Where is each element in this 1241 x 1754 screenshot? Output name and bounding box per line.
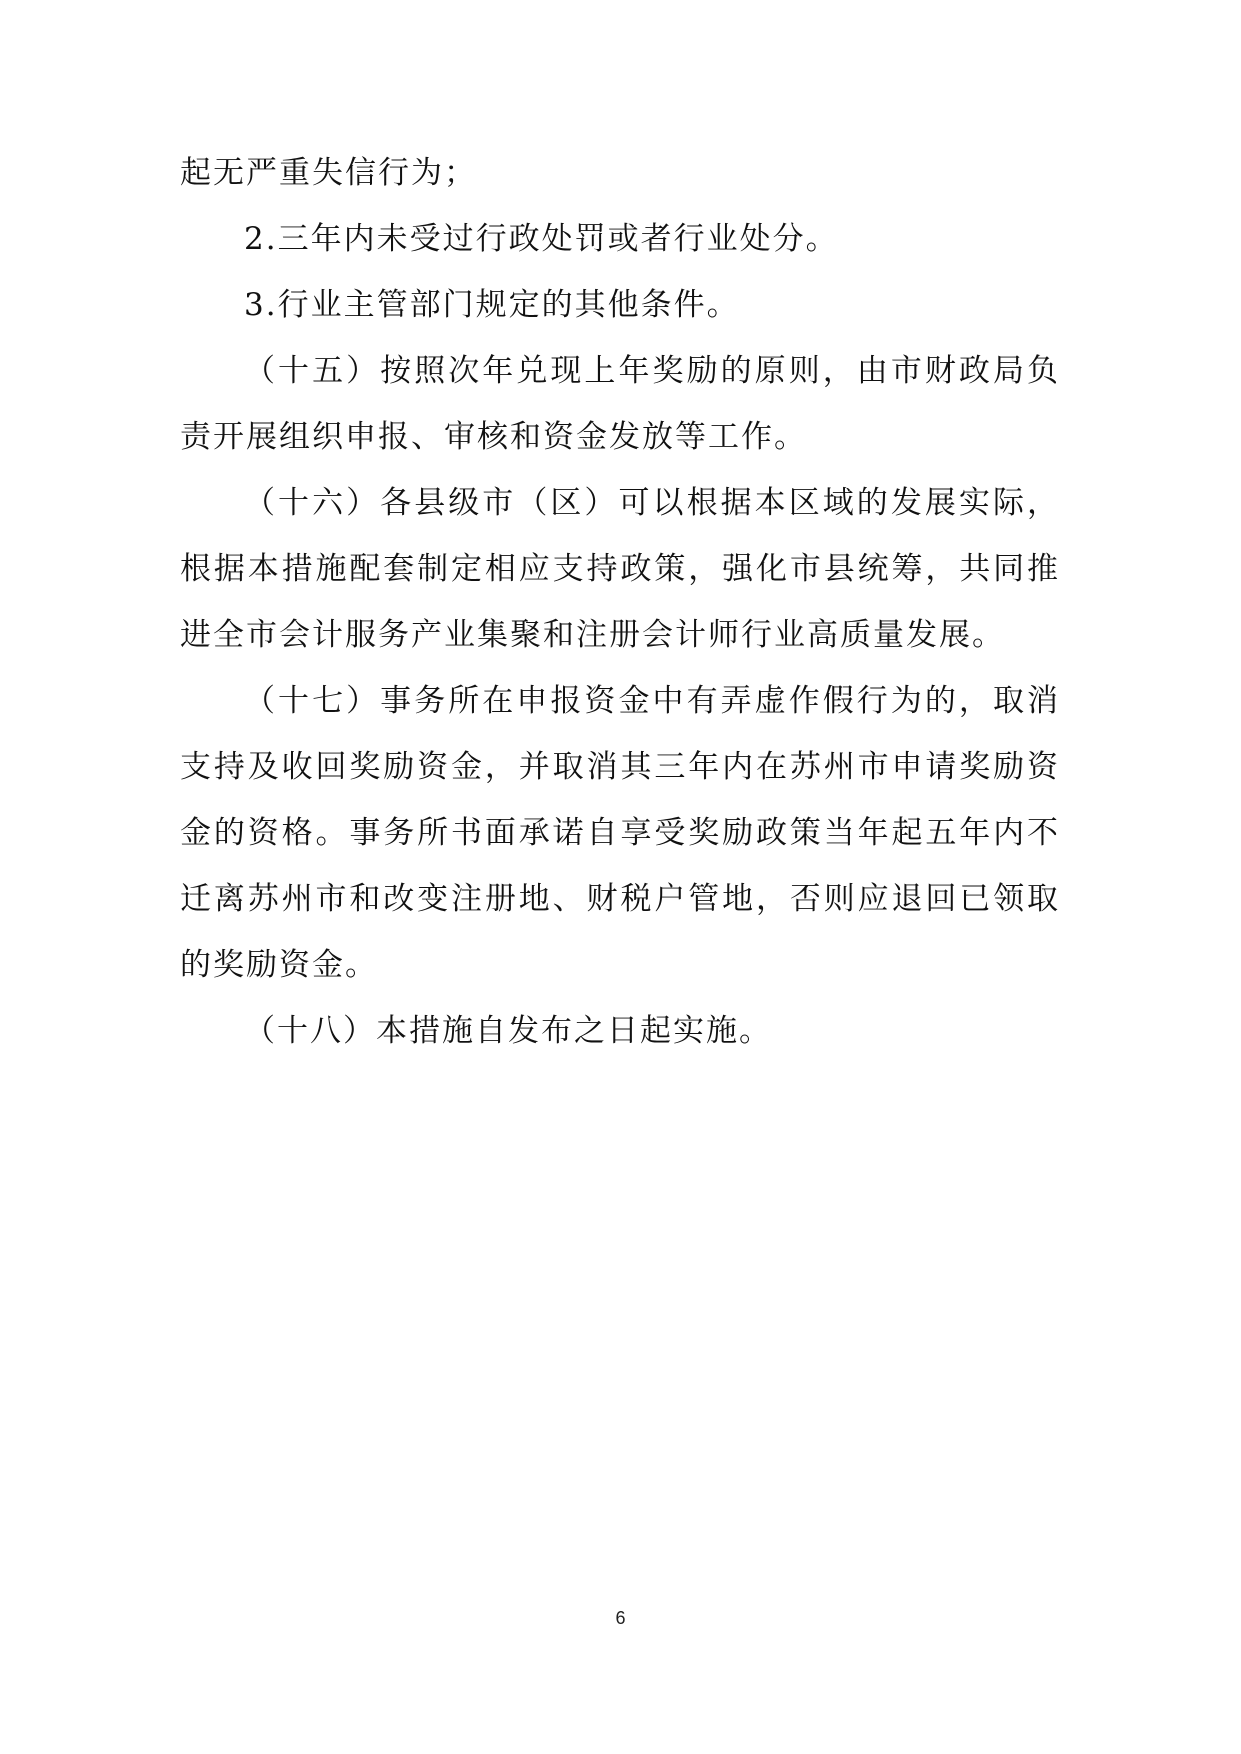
paragraph-fifteen: （十五）按照次年兑现上年奖励的原则，由市财政局负责开展组织申报、审核和资金发放等工作。 <box>180 353 1060 455</box>
paragraph-item-2: 2.三年内未受过行政处罚或者行业处分。 <box>244 221 839 257</box>
paragraph-item-3: 3.行业主管部门规定的其他条件。 <box>244 287 740 323</box>
page-number: 6 <box>615 1608 626 1628</box>
paragraph-sixteen: （十六）各县级市（区）可以根据本区域的发展实际，根据本措施配套制定相应支持政策，强化市县统筹，共同推进全市会计服务产业集聚和注册会计师行业高质量发展。 <box>180 485 1060 653</box>
paragraph-continuation: 起无严重失信行为； <box>180 155 477 191</box>
paragraph-eighteen: （十八）本措施自发布之日起实施。 <box>244 1013 772 1049</box>
document-body <box>180 140 1060 1064</box>
paragraph-seventeen: （十七）事务所在申报资金中有弄虚作假行为的，取消支持及收回奖励资金，并取消其三年内在苏州市申请奖励资金的资格。事务所书面承诺自享受奖励政策当年起五年内不迁离苏州市和改变注册地、财税户管地，否则应退回已领取的奖励资金。 <box>180 683 1060 983</box>
